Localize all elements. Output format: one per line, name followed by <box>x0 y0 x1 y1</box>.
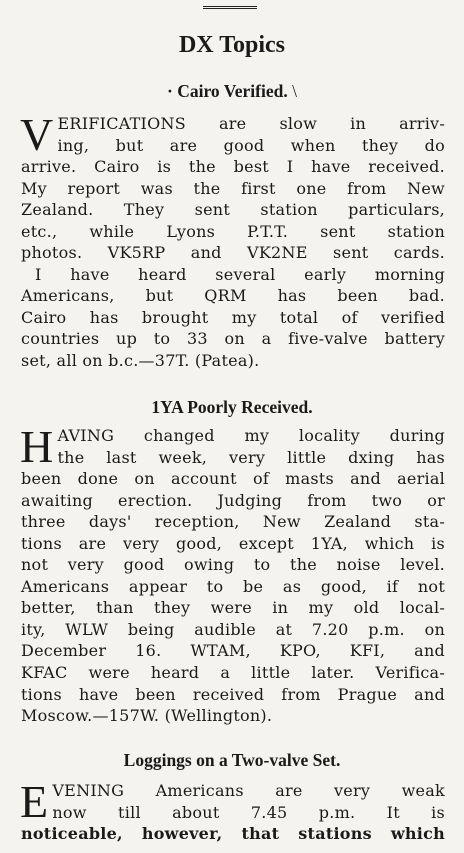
article-body-cairo <box>20 109 445 372</box>
text-line: AVING changed my locality during <box>57 426 445 445</box>
text-line: Zealand. They sent station particulars, <box>21 200 445 220</box>
text-line: Americans appear to be as good, if not <box>21 576 445 596</box>
drop-cap: V <box>20 109 54 160</box>
text-line: photos. VK5RP and VK2NE sent cards. <box>21 243 445 263</box>
text-line: Moscow.—157W. (Wellington). <box>21 706 273 726</box>
heading-text: Cairo Verified. <box>177 81 288 101</box>
text-line: ing, but are good when they do <box>57 135 445 155</box>
text-line: arrive. Cairo is the best I have received. <box>21 157 445 177</box>
text-line: tions have been received from Prague and <box>21 684 445 704</box>
article-body-two-valve <box>20 776 445 845</box>
text-line: December 16. WTAM, KPO, KFI, and <box>21 641 445 661</box>
drop-cap: H <box>20 421 54 472</box>
text-line: awaiting erection. Judging from two or <box>21 490 445 510</box>
text-line: ERIFICATIONS are slow in arriv- <box>57 114 445 133</box>
heading-bullet: · <box>167 81 173 101</box>
text-line: now till about 7.45 p.m. It is <box>52 802 445 822</box>
text-line: better, than they were in my old local- <box>21 598 445 618</box>
text-line: noticeable, however, that stations which <box>21 824 445 844</box>
text-line: I have heard several early morning <box>35 264 445 284</box>
article-heading-two-valve: Loggings on a Two-valve Set. <box>123 750 341 770</box>
text-line: Cairo has brought my total of verified <box>21 307 445 327</box>
text-line: countries up to 33 on a five-valve battery <box>21 329 445 349</box>
top-divider <box>203 6 257 9</box>
text-line: tions are very good, except 1YA, which is <box>21 533 445 553</box>
text-line: Americans, but QRM has been bad. <box>21 286 445 306</box>
heading-mark: \ <box>292 81 297 101</box>
text-line: KFAC were heard a little later. Verifica- <box>21 663 445 683</box>
page-title: DX Topics <box>178 32 286 58</box>
text-line: been done on account of masts and aerial <box>21 469 445 489</box>
text-line: VENING Americans are very weak <box>52 781 445 800</box>
text-line: My report was the first one from New <box>21 178 445 198</box>
article-body-1ya <box>20 421 445 727</box>
article-heading-1ya: 1YA Poorly Received. <box>151 397 313 417</box>
text-line: ity, WLW being audible at 7.20 p.m. on <box>21 619 445 639</box>
article-heading-cairo <box>0 81 464 102</box>
text-line: etc., while Lyons P.T.T. sent station <box>21 221 445 241</box>
text-line: not very good owing to the noise level. <box>21 555 445 575</box>
text-line: the last week, very little dxing has <box>57 447 445 467</box>
text-line: set, all on b.c.—37T. (Patea). <box>21 351 260 371</box>
text-line: three days' reception, New Zealand sta- <box>21 512 445 532</box>
drop-cap: E <box>20 776 49 827</box>
